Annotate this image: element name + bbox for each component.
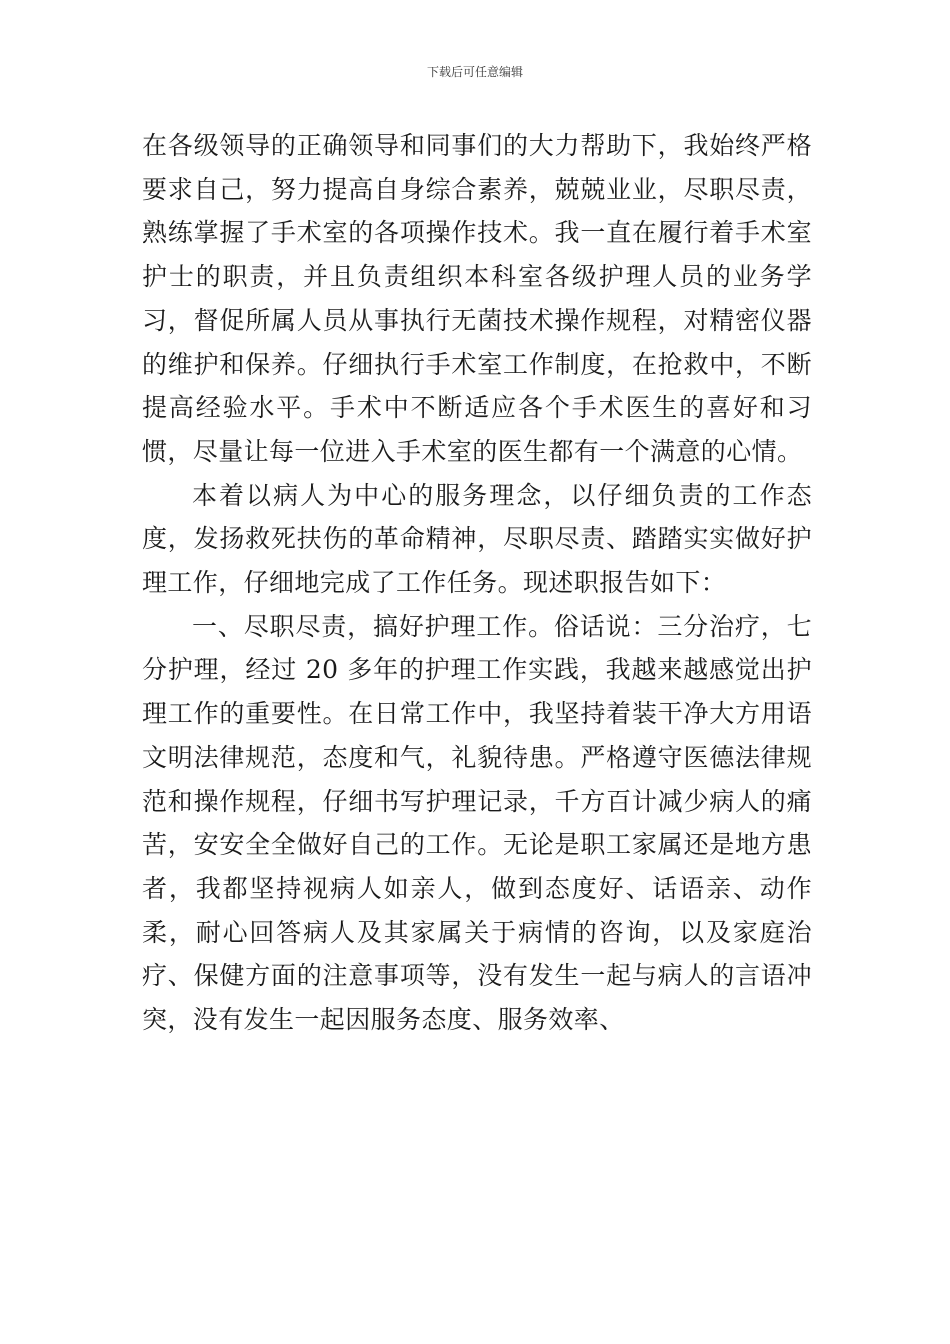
page-header: 下载后可任意编辑 xyxy=(426,65,523,79)
paragraph-3: 一、尽职尽责，搞好护理工作。俗话说：三分治疗，七分护理，经过 20 多年的护理工作实践，我越来越感觉出护理工作的重要性。在日常工作中，我坚持着装干净大方用语文明法律规范，态度和气，礼貌待患。严格遵守医德法律规范和操作规程，仔细书写护理记录，千方百计减少病人的痛苦，安安全全做好自己的工作。无论是职工家属还是地方患者，我都坚持视病人如亲人，做到态度好、话语亲、动作柔，耐心回答病人及其家属关于病情的咨询，以及家庭治疗、保健方面的注意事项等，没有发生一起与病人的言语冲突，没有发生一起因服务态度、服务效率、 xyxy=(142,611,812,1035)
paragraph-1: 在各级领导的正确领导和同事们的大力帮助下，我始终严格要求自己，努力提高自身综合素养，兢兢业业，尽职尽责，熟练掌握了手术室的各项操作技术。我一直在履行着手术室护士的职责，并且负责组织本科室各级护理人员的业务学习，督促所属人员从事执行无菌技术操作规程，对精密仪器的维护和保养。仔细执行手术室工作制度，在抢救中，不断提高经验水平。手术中不断适应各个手术医生的喜好和习惯，尽量让每一位进入手术室的医生都有一个满意的心情。 xyxy=(142,131,812,466)
document-body xyxy=(142,124,812,1042)
paragraph-2: 本着以病人为中心的服务理念，以仔细负责的工作态度，发扬救死扶伤的革命精神，尽职尽责、踏踏实实做好护理工作，仔细地完成了工作任务。现述职报告如下： xyxy=(142,480,812,598)
